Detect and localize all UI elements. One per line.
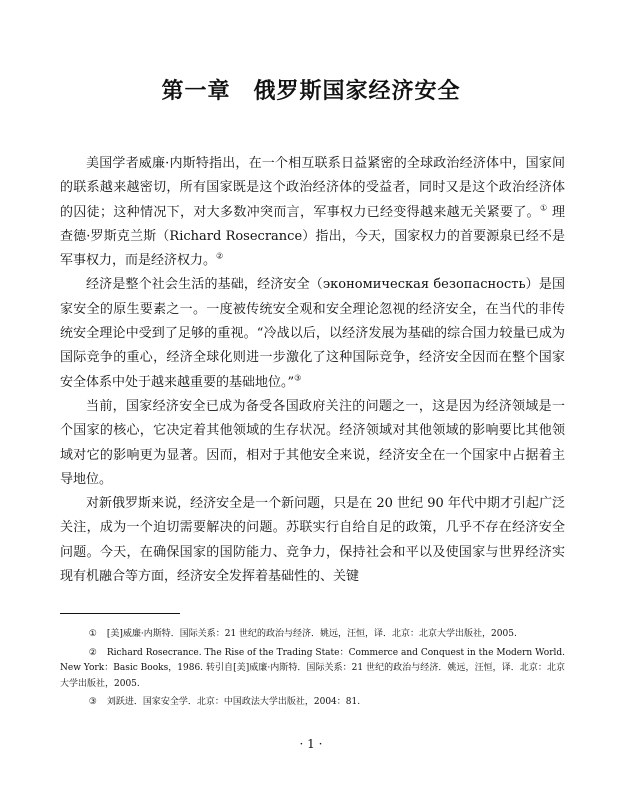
paragraph xyxy=(60,152,565,273)
footnote-ref: ③ xyxy=(294,373,302,383)
footnote xyxy=(60,646,565,693)
paragraph-text: 经济是整个社会生活的基础，经济安全（экономическая безопасность）是国家安全的原生要素之一。一度被传统安全观和安全理论忽视的经济安全，在当代的非传统安全理论中受到了足够的重视。“冷战以后，以经济发展为基础的综合国力较量已成为国际竞争的重心，经济全球化则进一步激化了这种国际竞争，经济安全因而在整个国家安全体系中处于越来越重要的基础地位。” xyxy=(60,277,565,390)
paragraph-text: 理查德·罗斯克兰斯（Richard Rosecrance）指出，今天，国家权力的首要源泉已经不是军事权力，而是经济权力。 xyxy=(60,204,565,269)
footnote-text: 刘跃进．国家安全学．北京：中国政法大学出版社，2004：81. xyxy=(106,697,361,707)
footnote-mark: ② xyxy=(88,647,97,658)
footnote-text: [美]威廉·内斯特．国际关系：21 世纪的政治与经济．姚远，汪恒，译．北京：北京大学出版社，2005. xyxy=(106,629,517,639)
chapter-title: 第一章 俄罗斯国家经济安全 xyxy=(161,79,461,104)
footnote-mark: ③ xyxy=(88,697,97,707)
footnote-divider xyxy=(60,613,180,614)
paragraph xyxy=(60,492,565,589)
paragraph-text: 美国学者威廉·内斯特指出，在一个相互联系日益紧密的全球政治经济体中，国家间的联系越来越密切，所有国家既是这个政治经济体的受益者，同时又是这个政治经济体的囚徒；这种情况下，对大多数冲突而言，军事权力已经变得越来越无关紧要了。 xyxy=(60,156,565,220)
footnotes xyxy=(60,627,565,714)
footnote-ref: ② xyxy=(216,251,224,261)
page-number: · 1 · xyxy=(299,737,323,751)
paragraph-text: 对新俄罗斯来说，经济安全是一个新问题，只是在 20 世纪 90 年代中期才引起广泛关注，成为一个迫切需要解决的问题。苏联实行自给自足的政策，几乎不存在经济安全问题。今天，在确保国家的国防能力、竞争力，保持社会和平以及使国家与世界经济实现有机融合等方面，经济安全发挥着基础性的、关键 xyxy=(60,496,565,585)
footnote-text: Richard Rosecrance. The Rise of the Trading State：Commerce and Conquest in the Modern World. New York：Basic Books，1986. 转引自[美]威廉·内斯特．国际关系：21 世纪的政治与经济．姚远，汪恒，译．北京：北京大学出版社，2005. xyxy=(60,647,565,689)
footnote-ref: ① xyxy=(540,203,548,213)
footnote xyxy=(60,695,565,711)
footnote-mark: ① xyxy=(88,629,97,639)
paragraph xyxy=(60,273,565,394)
body-text xyxy=(60,152,565,589)
footnote xyxy=(60,627,565,643)
paragraph-text: 当前，国家经济安全已成为备受各国政府关注的问题之一，这是因为经济领域是一个国家的核心，它决定着其他领域的生存状况。经济领域对其他领域的影响要比其他领域对它的影响更为显著。因而，相对于其他安全来说，经济安全在一个国家中占据着主导地位。 xyxy=(60,398,565,487)
paragraph xyxy=(60,395,565,492)
